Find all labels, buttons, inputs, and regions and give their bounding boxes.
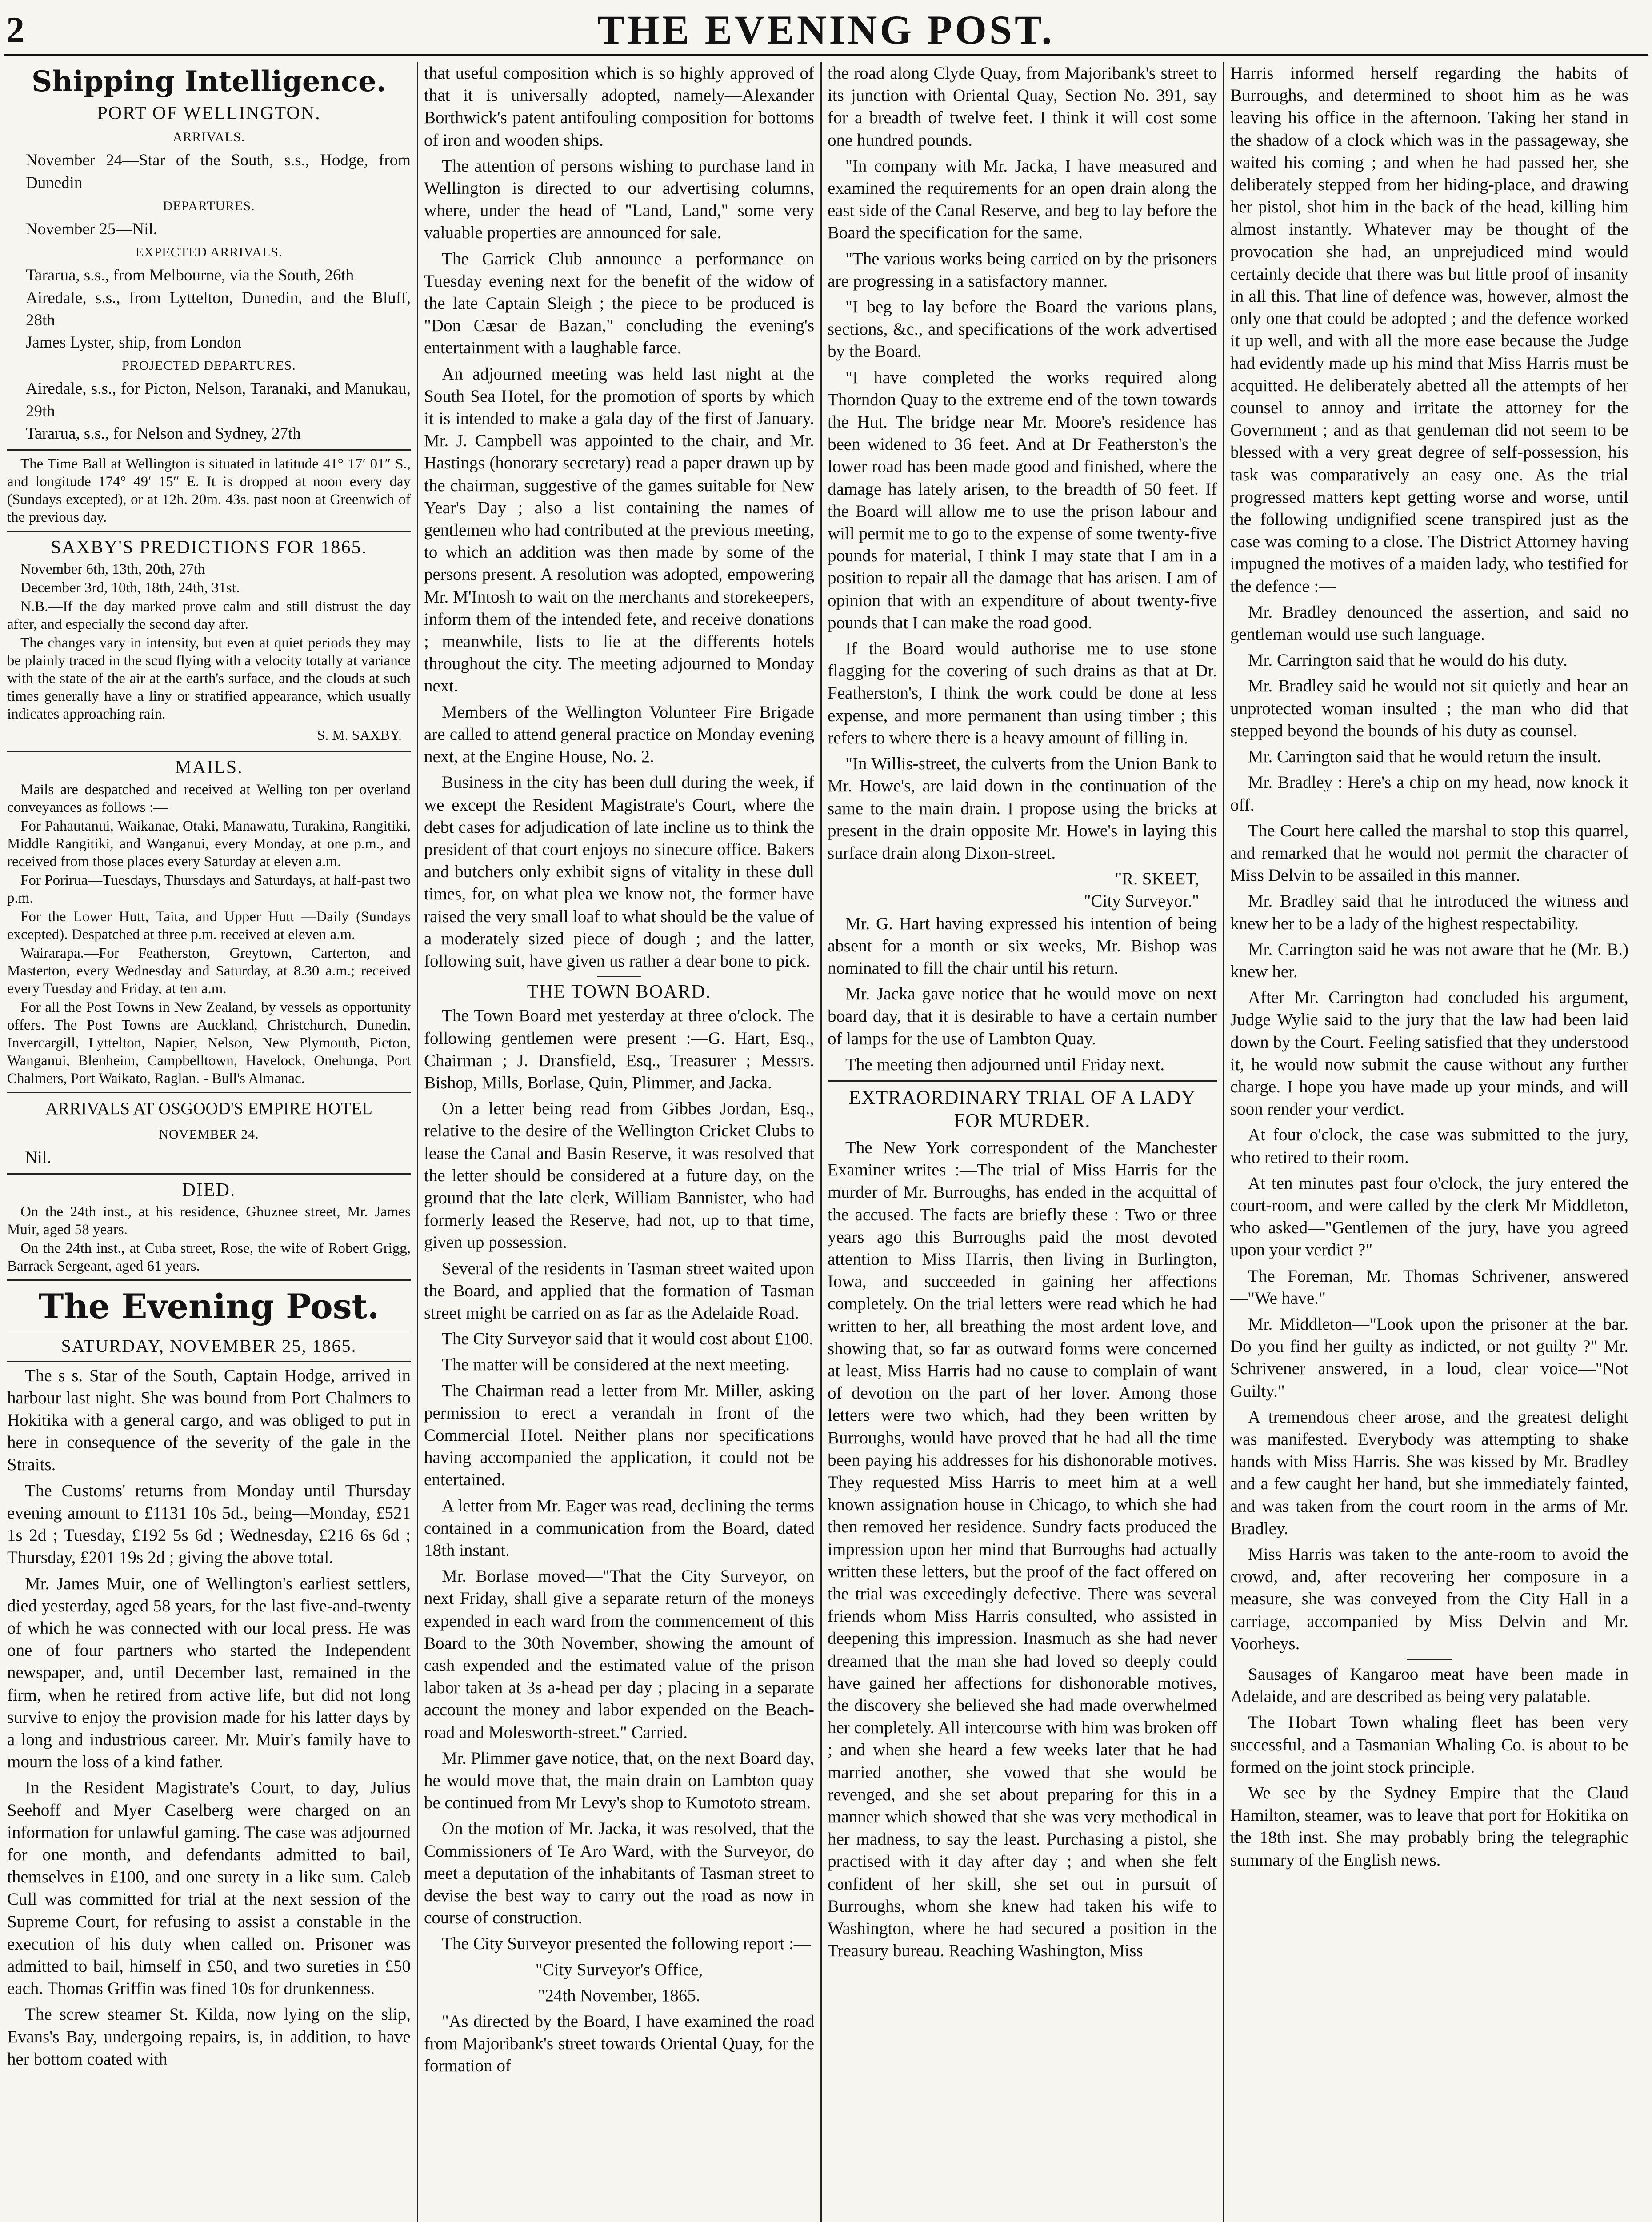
news-paragraph: In the Resident Magistrate's Court, to day, Julius Seehoff and Myer Caselberg were charged on an information for unlawful gaming. The case was adjourned for one month, and defendants admitted to bail, themselves in £100, and one surety in a like sum. Caleb Cull was committed for trial at the next session of the Supreme Court, for refusing to assist a constable in the execution of his duty when called on. Prisoner was admitted to bail, himself in £50, and two sureties in £50 each. Thomas Griffin was fined 10s for drunkenness. [7, 1778, 411, 1998]
news-paragraph: The Customs' returns from Monday until Thursday evening amount to £1131 10s 5d., being—Monday, £521 1s 2d ; Tuesday, £192 5s 6d ; Wednesday, £216 6s 6d ; Thursday, £201 19s 2d ; giving the above total. [7, 1481, 411, 1567]
issue-date: SATURDAY, NOVEMBER 25, 1865. [61, 1336, 357, 1356]
news-paragraph: The City Surveyor said that it would cost about £100. [442, 1329, 814, 1349]
divider [7, 751, 411, 752]
news-paragraph: The screw steamer St. Kilda, now lying on the slip, Evans's Bay, undergoing repairs, is, in addition, to have her bottom coated with [7, 2005, 411, 2069]
arrivals-label: ARRIVALS. [172, 130, 245, 145]
divider [1407, 1659, 1452, 1660]
projected-entry: Tararua, s.s., for Nelson and Sydney, 27th [26, 424, 301, 443]
hotel-arrivals-date: NOVEMBER 24. [159, 1127, 259, 1142]
saxby-signature: S. M. SAXBY. [317, 727, 402, 743]
mails-item: For all the Post Towns in New Zealand, by vessels as opportunity offers. The Post Towns are Auckland, Christchurch, Dunedin, Invercargill, Lyttelton, Napier, Nelson, New Plymouth, Picton, Wanganui, Blenheim, Campbelltown, Havelock, Onehunga, Port Chalmers, Port Waikato, Raglan. - Bull's Almanac. [7, 999, 411, 1087]
news-paragraph: An adjourned meeting was held last night at the South Sea Hotel, for the promotion of sports by which it is intended to make a gala day of the first of January. Mr. J. Campbell was appointed to the chair, and Mr. Hastings (honorary secretary) read a paper drawn up by the chairman, suggestive of the games suitable for New Year's Day ; also a list containing the names of gentlemen who had contributed at the previous meeting, to which an addition was then made by some of the persons present. A resolution was adopted, empowering Mr. M'Intosh to wait on the merchants and storekeepers, inform them of the intended fete, and receive donations ; meanwhile, lists to lie at the differents hotels throughout the city. The meeting adjourned to Monday next. [424, 364, 814, 696]
news-paragraph: On a letter being read from Gibbes Jordan, Esq., relative to the desire of the Wellington Cricket Clubs to lease the Canal and Basin Reserve, it was resolved that the letter should be considered at a future day, on the ground that the late clerk, William Bannister, who had formerly leased the Reserve, had not, up to that time, given up possession. [424, 1099, 814, 1252]
news-paragraph: The Foreman, Mr. Thomas Schrivener, answered—"We have." [1230, 1266, 1628, 1308]
projected-entry: Airedale, s.s., for Picton, Nelson, Taranaki, and Manukau, 29th [26, 380, 411, 420]
news-paragraph: Several of the residents in Tasman street waited upon the Board, and applied that the formation of Tasman street might be carried on as far as the Adelaide Road. [424, 1259, 814, 1323]
column-2 [424, 62, 814, 2222]
column-3 [828, 62, 1217, 2222]
paper-title: THE EVENING POST. [597, 7, 1055, 52]
expected-entry: Airedale, s.s., from Lyttelton, Dunedin, and the Bluff, 28th [26, 288, 411, 329]
news-paragraph: At four o'clock, the case was submitted to the jury, who retired to their room. [1230, 1125, 1628, 1167]
divider [597, 976, 641, 977]
news-paragraph: Mr. Bradley said that he introduced the witness and knew her to be a lady of the highest respectability. [1230, 891, 1628, 933]
news-paragraph: Mr. G. Hart having expressed his intention of being absent for a month or six weeks, Mr. Bishop was nominated to fill the chair until his return. [828, 914, 1217, 978]
signature-name: "R. SKEET, [1115, 869, 1199, 889]
mails-block [7, 781, 411, 1087]
divider [7, 1092, 411, 1093]
news-paragraph: "I beg to lay before the Board the various plans, sections, &c., and specifications of the work advertised by the Board. [828, 297, 1217, 361]
column-rule [820, 62, 822, 2222]
news-paragraph: If the Board would authorise me to use stone flagging for the covering of such drains as that at Dr. Featherston's, I think the work could be done at less expense, and more permanent than using timber ; this refers to where there is a heavy amount of filling in. [828, 639, 1217, 747]
saxby-dates: November 6th, 13th, 20th, 27th [20, 561, 205, 578]
trial-headline: EXTRAORDINARY TRIAL OF A LADY FOR MURDER. [848, 1086, 1196, 1131]
news-paragraph: The attention of persons wishing to purchase land in Wellington is directed to our advertising columns, where, under the head of "Land, Land," some very valuable properties are announced for sale. [424, 156, 814, 243]
news-paragraph: A letter from Mr. Eager was read, declining the terms contained in a communication from the Board, dated 18th instant. [424, 1496, 814, 1560]
expected-label: EXPECTED ARRIVALS. [135, 245, 283, 260]
news-paragraph: Mr. Carrington said that he would return the insult. [1248, 747, 1602, 767]
news-paragraph: The s s. Star of the South, Captain Hodge, arrived in harbour last night. She was bound from Port Chalmers to Hokitika with a general cargo, and was obliged to put in here in consequence of the severity of the gale in the Straits. [7, 1366, 411, 1475]
news-paragraph: The matter will be considered at the next meeting. [442, 1355, 790, 1375]
news-paragraph: the road along Clyde Quay, from Majoribank's street to its junction with Oriental Quay, Section No. 391, say for a breadth of twelve feet. I think it will cost some one hundred pounds. [828, 64, 1217, 150]
time-ball-text: The Time Ball at Wellington is situated in latitude 41° 17′ 01″ S., and longitude 174° 49′ 15″ E. It is dropped at noon every day (Sundays excepted), or at 12h. 20m. 43s. past noon at Greenwich of the previous day. [7, 456, 411, 526]
news-paragraph: Mr. Middleton—"Look upon the prisoner at the bar. Do you find her guilty as indicted, or not guilty ?" Mr. Schrivener answered, in a loud, clear voice—"Not Guilty." [1230, 1314, 1628, 1401]
news-paragraph: that useful composition which is so highly approved of that it is universally adopted, namely—Alexander Borthwick's patent antifouling composition for bottoms of iron and wooden ships. [424, 64, 814, 150]
divider [7, 531, 411, 532]
news-paragraph: The Chairman read a letter from Mr. Miller, asking permission to erect a verandah in front of the Commercial Hotel. Neither plans nor specifications having accompanied the application, it could not be entertained. [424, 1381, 814, 1490]
mails-item: For Pahautanui, Waikanae, Otaki, Manawatu, Turakina, Rangitiki, Middle Rangitiki, and Wanganui, every Monday, at one p.m., and received from those places every Saturday at eleven a.m. [7, 818, 411, 870]
news-paragraph: Harris informed herself regarding the habits of Burroughs, and determined to shoot him as he was leaving his office in the afternoon. Taking her stand in the shadow of a clock which was in the passageway, she waited his coming ; and when he had passed her, she deliberately stepped from her hiding-place, and drawing her pistol, shot him in the back of the head, killing him almost instantly. Whatever may be thought of the provocation she had, an unprejudiced mind would certainly decide that there was but little proof of insanity in all this. That line of defence was, however, almost the only one that could be adopted ; and the defence worked it up well, and with all the more ease because the Judge had evidently made up his mind that Miss Harris must be acquitted. He deliberately abetted all the attempts of her counsel to annoy and irritate the attorney for the Government ; and as that gentleman did not seem to be blessed with a very great degree of self-possession, his task was comparatively an easy one. As the trial progressed matters kept getting worse and worse, until the following undignified scene transpired just as the case was coming to a close. The District Attorney having impugned the motives of a maiden lady, who testified for the defence :— [1230, 64, 1628, 596]
news-paragraph: Sausages of Kangaroo meat have been made in Adelaide, and are described as being very palatable. [1230, 1665, 1628, 1706]
mails-item: For Porirua—Tuesdays, Thursdays and Saturdays, at half-past two p.m. [7, 872, 411, 906]
news-paragraph: The Town Board met yesterday at three o'clock. The following gentlemen were present :—G. Hart, Esq., Chairman ; J. Dransfield, Esq., Treasurer ; Messrs. Bishop, Mills, Borlase, Quin, Plimmer, and Jacka. [424, 1006, 814, 1092]
hotel-arrivals-heading: ARRIVALS AT OSGOOD'S EMPIRE HOTEL [45, 1099, 372, 1118]
died-heading: DIED. [182, 1180, 236, 1201]
news-paragraph: On the motion of Mr. Jacka, it was resolved, that the Commissioners of Te Aro Ward, with the Surveyor, do meet a deputation of the inhabitants of Tasman street to devise the best way to carry out the road as now in course of construction. [424, 1819, 814, 1928]
news-paragraph: Mr. Carrington said that he would do his duty. [1248, 651, 1568, 670]
news-paragraph: After Mr. Carrington had concluded his argument, Judge Wylie said to the jury that the law had been laid down by the Court. Feeling satisfied that they understood it, he would now submit the cause without any further charge. I hope you have made up your minds, and will soon render your verdict. [1230, 988, 1628, 1119]
news-paragraph: Mr. Borlase moved—"That the City Surveyor, on next Friday, shall give a separate return of the moneys expended in each ward from the commencement of this Board to the 30th November, showing the amount of cash expended and the estimated value of the prison labor taken at 3s a-head per day ; placing in a separate account the money and labor expended on the Beach-road and Molesworth-street." Carried. [424, 1567, 814, 1742]
news-paragraph: Mr. Bradley : Here's a chip on my head, now knock it off. [1230, 773, 1628, 815]
saxby-dates: December 3rd, 10th, 18th, 24th, 31st. [20, 580, 240, 596]
column-rule [1223, 62, 1224, 2222]
report-date: "24th November, 1865. [538, 1986, 700, 2005]
masthead-rule [4, 54, 1648, 56]
news-paragraph: The City Surveyor presented the following report :— [442, 1934, 811, 1954]
column-4 [1230, 62, 1628, 2222]
mails-item: Wairarapa.—For Featherston, Greytown, Carterton, and Masterton, every Wednesday and Saturday, at 8.30 a.m.; received every Tuesday and Friday, at ten a.m. [7, 945, 411, 997]
masthead [0, 0, 1652, 58]
died-block [7, 1203, 411, 1275]
news-paragraph: "The various works being carried on by the prisoners are progressing in a satisfactory manner. [828, 249, 1217, 291]
shipping-title: Shipping Intelligence. [31, 65, 387, 98]
hotel-arrivals-nil: Nil. [25, 1148, 52, 1167]
news-paragraph: Mr. Carrington said he was not aware that he (Mr. B.) knew her. [1230, 939, 1628, 981]
saxby-heading: SAXBY'S PREDICTIONS FOR 1865. [50, 537, 367, 558]
news-paragraph: The Hobart Town whaling fleet has been very successful, and a Tasmanian Whaling Co. is about to be formed on the joint stock principle. [1230, 1713, 1628, 1777]
news-paragraph: Mr. Plimmer gave notice, that, on the next Board day, he would move that, the main drain on Lambton quay be continued from Mr Levy's shop to Kumototo stream. [424, 1748, 814, 1813]
saxby-note: N.B.—If the day marked prove calm and still distrust the day after, and especially the second day after. [7, 599, 411, 633]
news-paragraph: Mr. Jacka gave notice that he would move on next board day, that it is desirable to have a certain number of lamps for the use of Lambton Quay. [828, 984, 1217, 1048]
news-paragraph: "In company with Mr. Jacka, I have measured and examined the requirements for an open drain along the east side of the Canal Reserve, and beg to lay before the Board the specification for the same. [828, 156, 1217, 243]
departure-entry: November 25—Nil. [26, 220, 157, 239]
column-1 [7, 62, 411, 2222]
news-paragraph: The Court here called the marshal to stop this quarrel, and remarked that he would not permit the character of Miss Delvin to be assailed in this manner. [1230, 821, 1628, 885]
news-paragraph: The Garrick Club announce a performance on Tuesday evening next for the benefit of the widow of the late Captain Sleigh ; the piece to be produced is "Don Cæsar de Bazan," concluding the evening's entertainment with a laughable farce. [424, 249, 814, 358]
departures-label: DEPARTURES. [163, 198, 255, 213]
news-paragraph: "In Willis-street, the culverts from the Union Bank to Mr. Howe's, are laid down in the continuation of the same to the main drain. I propose using the bricks at present in the drain opposite Mr. Howe's in laying this surface drain along Dixon-street. [828, 754, 1217, 863]
news-paragraph: At ten minutes past four o'clock, the jury entered the court-room, and were called by the clerk Mr Middleton, who asked—"Gentlemen of the jury, have you agreed upon your verdict ?" [1230, 1173, 1628, 1260]
news-paragraph: Mr. Bradley said he would not sit quietly and hear an unprotected woman insulted ; the man who did that stepped beyond the bounds of his duty as counsel. [1230, 676, 1628, 740]
news-paragraph: "As directed by the Board, I have examined the road from Majoribank's street towards Oriental Quay, for the formation of [424, 2012, 814, 2076]
divider [7, 1361, 411, 1362]
mails-item: For the Lower Hutt, Taita, and Upper Hutt —Daily (Sundays excepted). Despatched at three p.m. received at eleven a.m. [7, 908, 411, 943]
report-heading: "City Surveyor's Office, [535, 1960, 703, 1979]
paper-nameplate: The Evening Post. [38, 1287, 380, 1327]
town-board-heading: THE TOWN BOARD. [527, 982, 712, 1003]
saxby-body: The changes vary in intensity, but even at quiet periods they may be plainly traced in the scud flying with a velocity totally at variance with the state of the air at the earth's surface, and the clouds at such times generally have a liny or stratified appearance, which usually indicates approaching rain. [7, 635, 411, 723]
page-number: 2 [6, 9, 24, 50]
divider [7, 1173, 411, 1175]
death-notice: On the 24th inst., at Cuba street, Rose, the wife of Robert Grigg, Barrack Sergeant, aged 61 years. [7, 1240, 411, 1275]
port-heading: PORT OF WELLINGTON. [97, 103, 321, 124]
news-paragraph: Miss Harris was taken to the ante-room to avoid the crowd, and, after recovering her composure in a measure, she was conveyed from the City Hall in a carriage, accompanied by Miss Delvin and Mr. Voorheys. [1230, 1545, 1628, 1653]
column-rule [417, 62, 418, 2222]
expected-entry: James Lyster, ship, from London [26, 333, 242, 352]
mails-heading: MAILS. [175, 757, 243, 778]
arrival-entry: November 24—Star of the South, s.s., Hodge, from Dunedin [26, 151, 411, 192]
divider [7, 449, 411, 451]
news-paragraph: Mr. James Muir, one of Wellington's earliest settlers, died yesterday, aged 58 years, for the last five-and-twenty of which he was connected with our local press. He was one of four partners who started the Independent newspaper, and, until December last, remained in the firm, when he retired from active life, but did not long survive to enjoy the provision made for his latter days by a long and industrious career. Mr. Muir's family have to mourn the loss of a kind father. [7, 1574, 411, 1772]
death-notice: On the 24th inst., at his residence, Ghuznee street, Mr. James Muir, aged 58 years. [7, 1204, 411, 1238]
news-paragraph: We see by the Sydney Empire that the Claud Hamilton, steamer, was to leave that port for Hokitika on the 18th inst. She may probably bring the telegraphic summary of the English news. [1230, 1783, 1628, 1870]
news-paragraph: The New York correspondent of the Manchester Examiner writes :—The trial of Miss Harris for the murder of Mr. Burroughs, has ended in the acquittal of the accused. The facts are briefly these : Two or three years ago this Burroughs paid the most devoted attention to Miss Harris, then living in Burlington, Iowa, and succeeded in gaining her affections completely. On the trial letters were read which he had written to her, all breathing the most ardent love, and showing that, so far as outward forms were concerned at least, Miss Harris had no cause to complain of want of devotion on the part of her lover. Among those letters were two which, had they been written by Burroughs, would have proved that he had all the time been paying his addresses for his dishonorable motives. They requested Miss Harris to meet him at a well known assignation house in Chicago, to which she had then removed her residence. Sundry facts produced the impression upon her mind that Burroughs had actually written these letters, but the proof of the fact offered on the trial was exceedingly defective. There was several friends whom Miss Harris consulted, who assisted in deepening this impression. Inasmuch as she had never dreamed that the man she had loved so deeply could have gained her affections for dishonorable motives, the discovery she believed she had made overwhelmed her completely. All intercourse with him was broken off ; and when she heard a few weeks later that he had married another, she vowed that she would be revenged, and she set about preparing for this in a manner which showed that she was very methodical in her madness, to say the least. Purchasing a pistol, she practised with it day after day ; and when she felt confident of her skill, she set out in pursuit of Burroughs, whom she knew had taken his wife to Washington, where he had secured a position in the Treasury bureau. Reaching Washington, Miss [828, 1138, 1217, 1961]
signature-title: "City Surveyor." [1084, 891, 1199, 911]
news-paragraph: A tremendous cheer arose, and the greatest delight was manifested. Everybody was attempting to shake hands with Miss Harris. She was kissed by Mr. Bradley and a few caught her hand, but she immediately fainted, and was taken from the court room in the arms of Mr. Bradley. [1230, 1407, 1628, 1538]
time-ball-notice [7, 455, 411, 526]
divider [7, 1279, 411, 1281]
saxby-block [7, 560, 411, 723]
expected-entry: Tararua, s.s., from Melbourne, via the South, 26th [26, 266, 354, 285]
news-paragraph: "I have completed the works required along Thorndon Quay to the extreme end of the town towards the Hut. The bridge near Mr. Moore's residence has been widened to 36 feet. And at Dr Featherston's the lower road has been made good and finished, where the damage has lately arisen, to the breadth of 50 feet. If the Board will allow me to use the prison labour and will permit me to go to the expense of some twenty-five pounds for material, I think I may state that I am in a position to repair all the damage that has arisen. I am of opinion that with an expenditure of about twenty-five pounds that I can make the road good. [828, 368, 1217, 632]
divider [828, 1080, 1217, 1082]
news-paragraph: Mr. Bradley denounced the assertion, and said no gentleman would use such language. [1230, 602, 1628, 644]
mails-intro: Mails are despatched and received at Welling ton per overland conveyances as follows :— [7, 781, 411, 815]
projected-label: PROJECTED DEPARTURES. [122, 358, 296, 373]
news-paragraph: The meeting then adjourned until Friday next. [845, 1055, 1165, 1074]
news-paragraph: Business in the city has been dull during the week, if we except the Resident Magistrate's Court, where the debt cases for adjudication of late incline us to think the president of that court enjoys no sinecure office. Bakers and butchers only exhibit signs of vitality in these dull times, for, on what plea we know not, the former have raised the very small loaf to what should be the value of a moderately sized piece of dough ; and the latter, following suit, have given us rather a dear bone to pick. [424, 773, 814, 971]
news-paragraph: Members of the Wellington Volunteer Fire Brigade are called to attend general practice on Monday evening next, at the Engine House, No. 2. [424, 702, 814, 767]
